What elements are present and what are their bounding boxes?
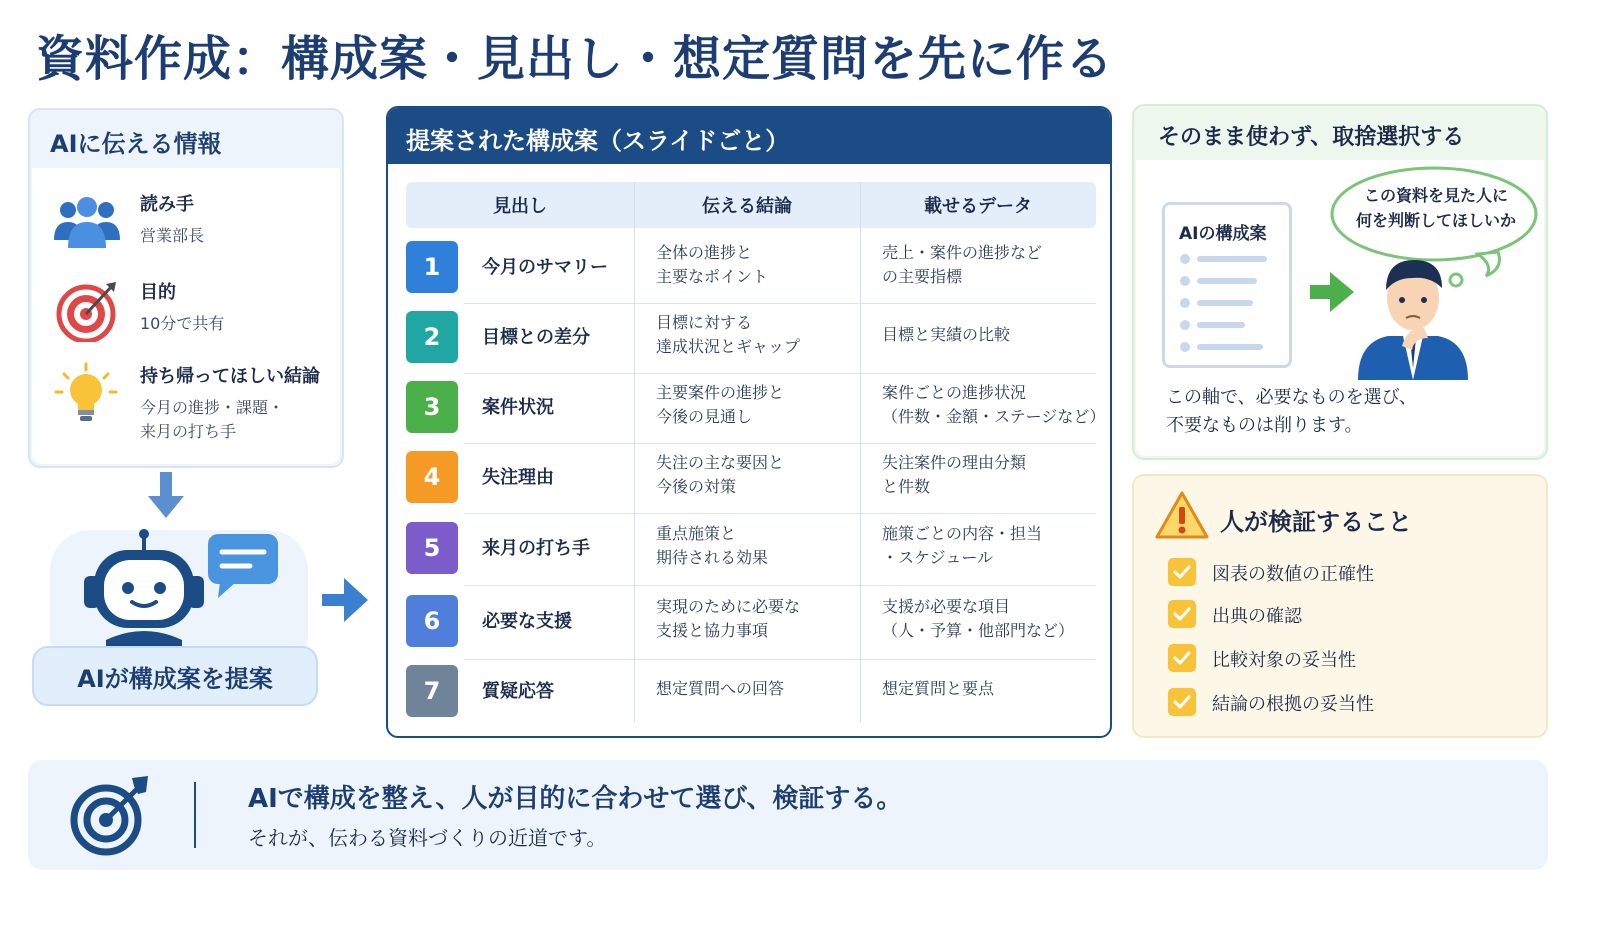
data-cell-line: （人・予算・他部門など） bbox=[882, 621, 1075, 640]
slide-number-badge: 5 bbox=[406, 522, 458, 574]
conclusion-cell-line: 全体の進捗と bbox=[656, 243, 753, 262]
data-cell bbox=[882, 451, 1026, 499]
banner-subline: それが、伝わる資料づくりの近道です。 bbox=[248, 826, 607, 850]
ai-input-list bbox=[32, 168, 340, 464]
slide-heading: 来月の打ち手 bbox=[482, 538, 590, 559]
table-row bbox=[406, 304, 1096, 374]
data-cell-line: （件数・金額・ステージなど） bbox=[882, 407, 1106, 426]
conclusion-cell bbox=[656, 451, 784, 499]
slide-heading: 必要な支援 bbox=[482, 611, 572, 632]
data-cell bbox=[882, 595, 1074, 643]
conclusion-cell-line: 主要案件の進捗と bbox=[656, 383, 785, 402]
ai-structure-document bbox=[1162, 202, 1292, 368]
down-arrow-icon bbox=[146, 472, 186, 520]
slide-number-badge: 7 bbox=[406, 665, 458, 717]
robot-icon bbox=[80, 528, 290, 648]
right-arrow-icon bbox=[322, 578, 368, 622]
table-header bbox=[406, 182, 1096, 228]
data-cell-line: 案件ごとの進捗状況 bbox=[882, 383, 1027, 402]
data-cell-line: と件数 bbox=[882, 477, 931, 496]
column-header-heading: 見出し bbox=[493, 196, 547, 217]
conclusion-cell-line: 失注の主な要因と bbox=[656, 453, 785, 472]
info-detail bbox=[140, 396, 320, 444]
data-cell bbox=[882, 241, 1042, 289]
select-panel-title: そのまま使わず、取捨選択する bbox=[1158, 125, 1465, 150]
conclusion-cell bbox=[656, 522, 768, 570]
check-item-label: 図表の数値の正確性 bbox=[1212, 564, 1374, 585]
checkbox-checked-icon bbox=[1168, 644, 1196, 672]
info-detail: 10分で共有 bbox=[140, 314, 225, 333]
slide-number-badge: 3 bbox=[406, 381, 458, 433]
column-header-data: 載せるデータ bbox=[924, 196, 1032, 217]
conclusion-cell-line: 目標に対する bbox=[656, 313, 753, 332]
conclusion-cell-line: 期待される効果 bbox=[656, 548, 769, 567]
select-panel bbox=[1132, 104, 1548, 460]
summary-banner bbox=[28, 760, 1548, 870]
table-row bbox=[406, 660, 1096, 726]
ai-input-panel-title: AIに伝える情報 bbox=[50, 130, 222, 158]
select-caption bbox=[1166, 384, 1417, 440]
slide-heading: 質疑応答 bbox=[482, 681, 554, 702]
thought-bubble-text bbox=[1332, 184, 1540, 234]
thinking-person-icon bbox=[1348, 246, 1478, 380]
table-row bbox=[406, 514, 1096, 586]
verification-panel bbox=[1132, 474, 1548, 738]
slide-heading: 失注理由 bbox=[482, 467, 554, 488]
data-cell bbox=[882, 677, 994, 701]
conclusion-cell bbox=[656, 677, 784, 701]
data-cell-line: の主要指標 bbox=[882, 267, 963, 286]
slide-heading: 案件状況 bbox=[482, 397, 554, 418]
table-row bbox=[406, 586, 1096, 660]
slide-number-badge: 6 bbox=[406, 595, 458, 647]
banner-headline: AIで構成を整え、人が目的に合わせて選び、検証する。 bbox=[248, 784, 903, 814]
data-cell-line: 失注案件の理由分類 bbox=[882, 453, 1027, 472]
slide-number-badge: 1 bbox=[406, 241, 458, 293]
conclusion-cell-line: 達成状況とギャップ bbox=[656, 337, 801, 356]
people-icon bbox=[52, 190, 122, 254]
page-title: 資料作成：構成案・見出し・想定質問を先に作る bbox=[36, 31, 1115, 87]
data-cell-line: 支援が必要な項目 bbox=[882, 597, 1011, 616]
check-item-label: 比較対象の妥当性 bbox=[1212, 650, 1356, 671]
data-cell bbox=[882, 381, 1105, 429]
check-item-label: 結論の根拠の妥当性 bbox=[1212, 694, 1374, 715]
info-heading: 読み手 bbox=[140, 194, 194, 215]
checkbox-checked-icon bbox=[1168, 558, 1196, 586]
conclusion-cell-line: 重点施策と bbox=[656, 524, 737, 543]
data-cell bbox=[882, 323, 1010, 347]
info-detail: 営業部長 bbox=[140, 226, 205, 245]
lightbulb-icon bbox=[52, 362, 122, 426]
checkbox-checked-icon bbox=[1168, 688, 1196, 716]
info-detail-line: 来月の打ち手 bbox=[140, 422, 237, 441]
slide-heading: 目標との差分 bbox=[482, 327, 590, 348]
slide-heading: 今月のサマリー bbox=[482, 257, 608, 278]
check-item-label: 出典の確認 bbox=[1212, 606, 1302, 627]
target-icon bbox=[52, 278, 122, 342]
data-cell-line: 目標と実績の比較 bbox=[882, 325, 1011, 344]
banner-divider bbox=[194, 782, 196, 848]
caption-line: この軸で、必要なものを選び、 bbox=[1166, 387, 1417, 408]
table-row bbox=[406, 374, 1106, 444]
bubble-line: 何を判断してほしいか bbox=[1355, 210, 1516, 230]
proposed-structure-title: 提案された構成案（スライドごと） bbox=[388, 108, 1110, 164]
conclusion-cell-line: 実現のために必要な bbox=[656, 597, 801, 616]
table-row bbox=[406, 234, 1096, 304]
document-lines-icon bbox=[1179, 251, 1289, 361]
caption-line: 不要なものは削ります。 bbox=[1166, 414, 1363, 436]
target-icon bbox=[68, 774, 154, 856]
info-detail-line: 今月の進捗・課題・ bbox=[140, 398, 285, 417]
verification-title: 人が検証すること bbox=[1220, 508, 1412, 536]
warning-icon bbox=[1154, 490, 1210, 540]
slide-number-badge: 4 bbox=[406, 451, 458, 503]
slide-number-badge: 2 bbox=[406, 311, 458, 363]
data-cell-line: 施策ごとの内容・担当 bbox=[882, 524, 1043, 543]
conclusion-cell bbox=[656, 311, 800, 359]
table-row bbox=[406, 444, 1096, 514]
conclusion-cell bbox=[656, 241, 768, 289]
checkbox-checked-icon bbox=[1168, 600, 1196, 628]
info-heading: 持ち帰ってほしい結論 bbox=[140, 366, 320, 387]
ai-input-panel bbox=[28, 108, 344, 468]
document-label: AIの構成案 bbox=[1179, 224, 1267, 244]
conclusion-cell bbox=[656, 595, 800, 643]
proposed-structure-panel bbox=[386, 106, 1112, 738]
info-heading: 目的 bbox=[140, 282, 176, 303]
conclusion-cell-line: 今後の対策 bbox=[656, 477, 737, 496]
ai-proposal-label: AIが構成案を提案 bbox=[32, 646, 318, 706]
data-cell-line: 想定質問と要点 bbox=[882, 679, 995, 698]
conclusion-cell-line: 今後の見通し bbox=[656, 407, 753, 426]
column-header-conclusion: 伝える結論 bbox=[702, 196, 792, 217]
conclusion-cell-line: 支援と協力事項 bbox=[656, 621, 769, 640]
data-cell bbox=[882, 522, 1042, 570]
conclusion-cell-line: 主要なポイント bbox=[656, 267, 769, 286]
data-cell-line: ・スケジュール bbox=[882, 548, 994, 567]
conclusion-cell bbox=[656, 381, 784, 429]
data-cell-line: 売上・案件の進捗など bbox=[882, 243, 1043, 262]
conclusion-cell-line: 想定質問への回答 bbox=[656, 679, 785, 698]
bubble-line: この資料を見た人に bbox=[1363, 186, 1508, 205]
